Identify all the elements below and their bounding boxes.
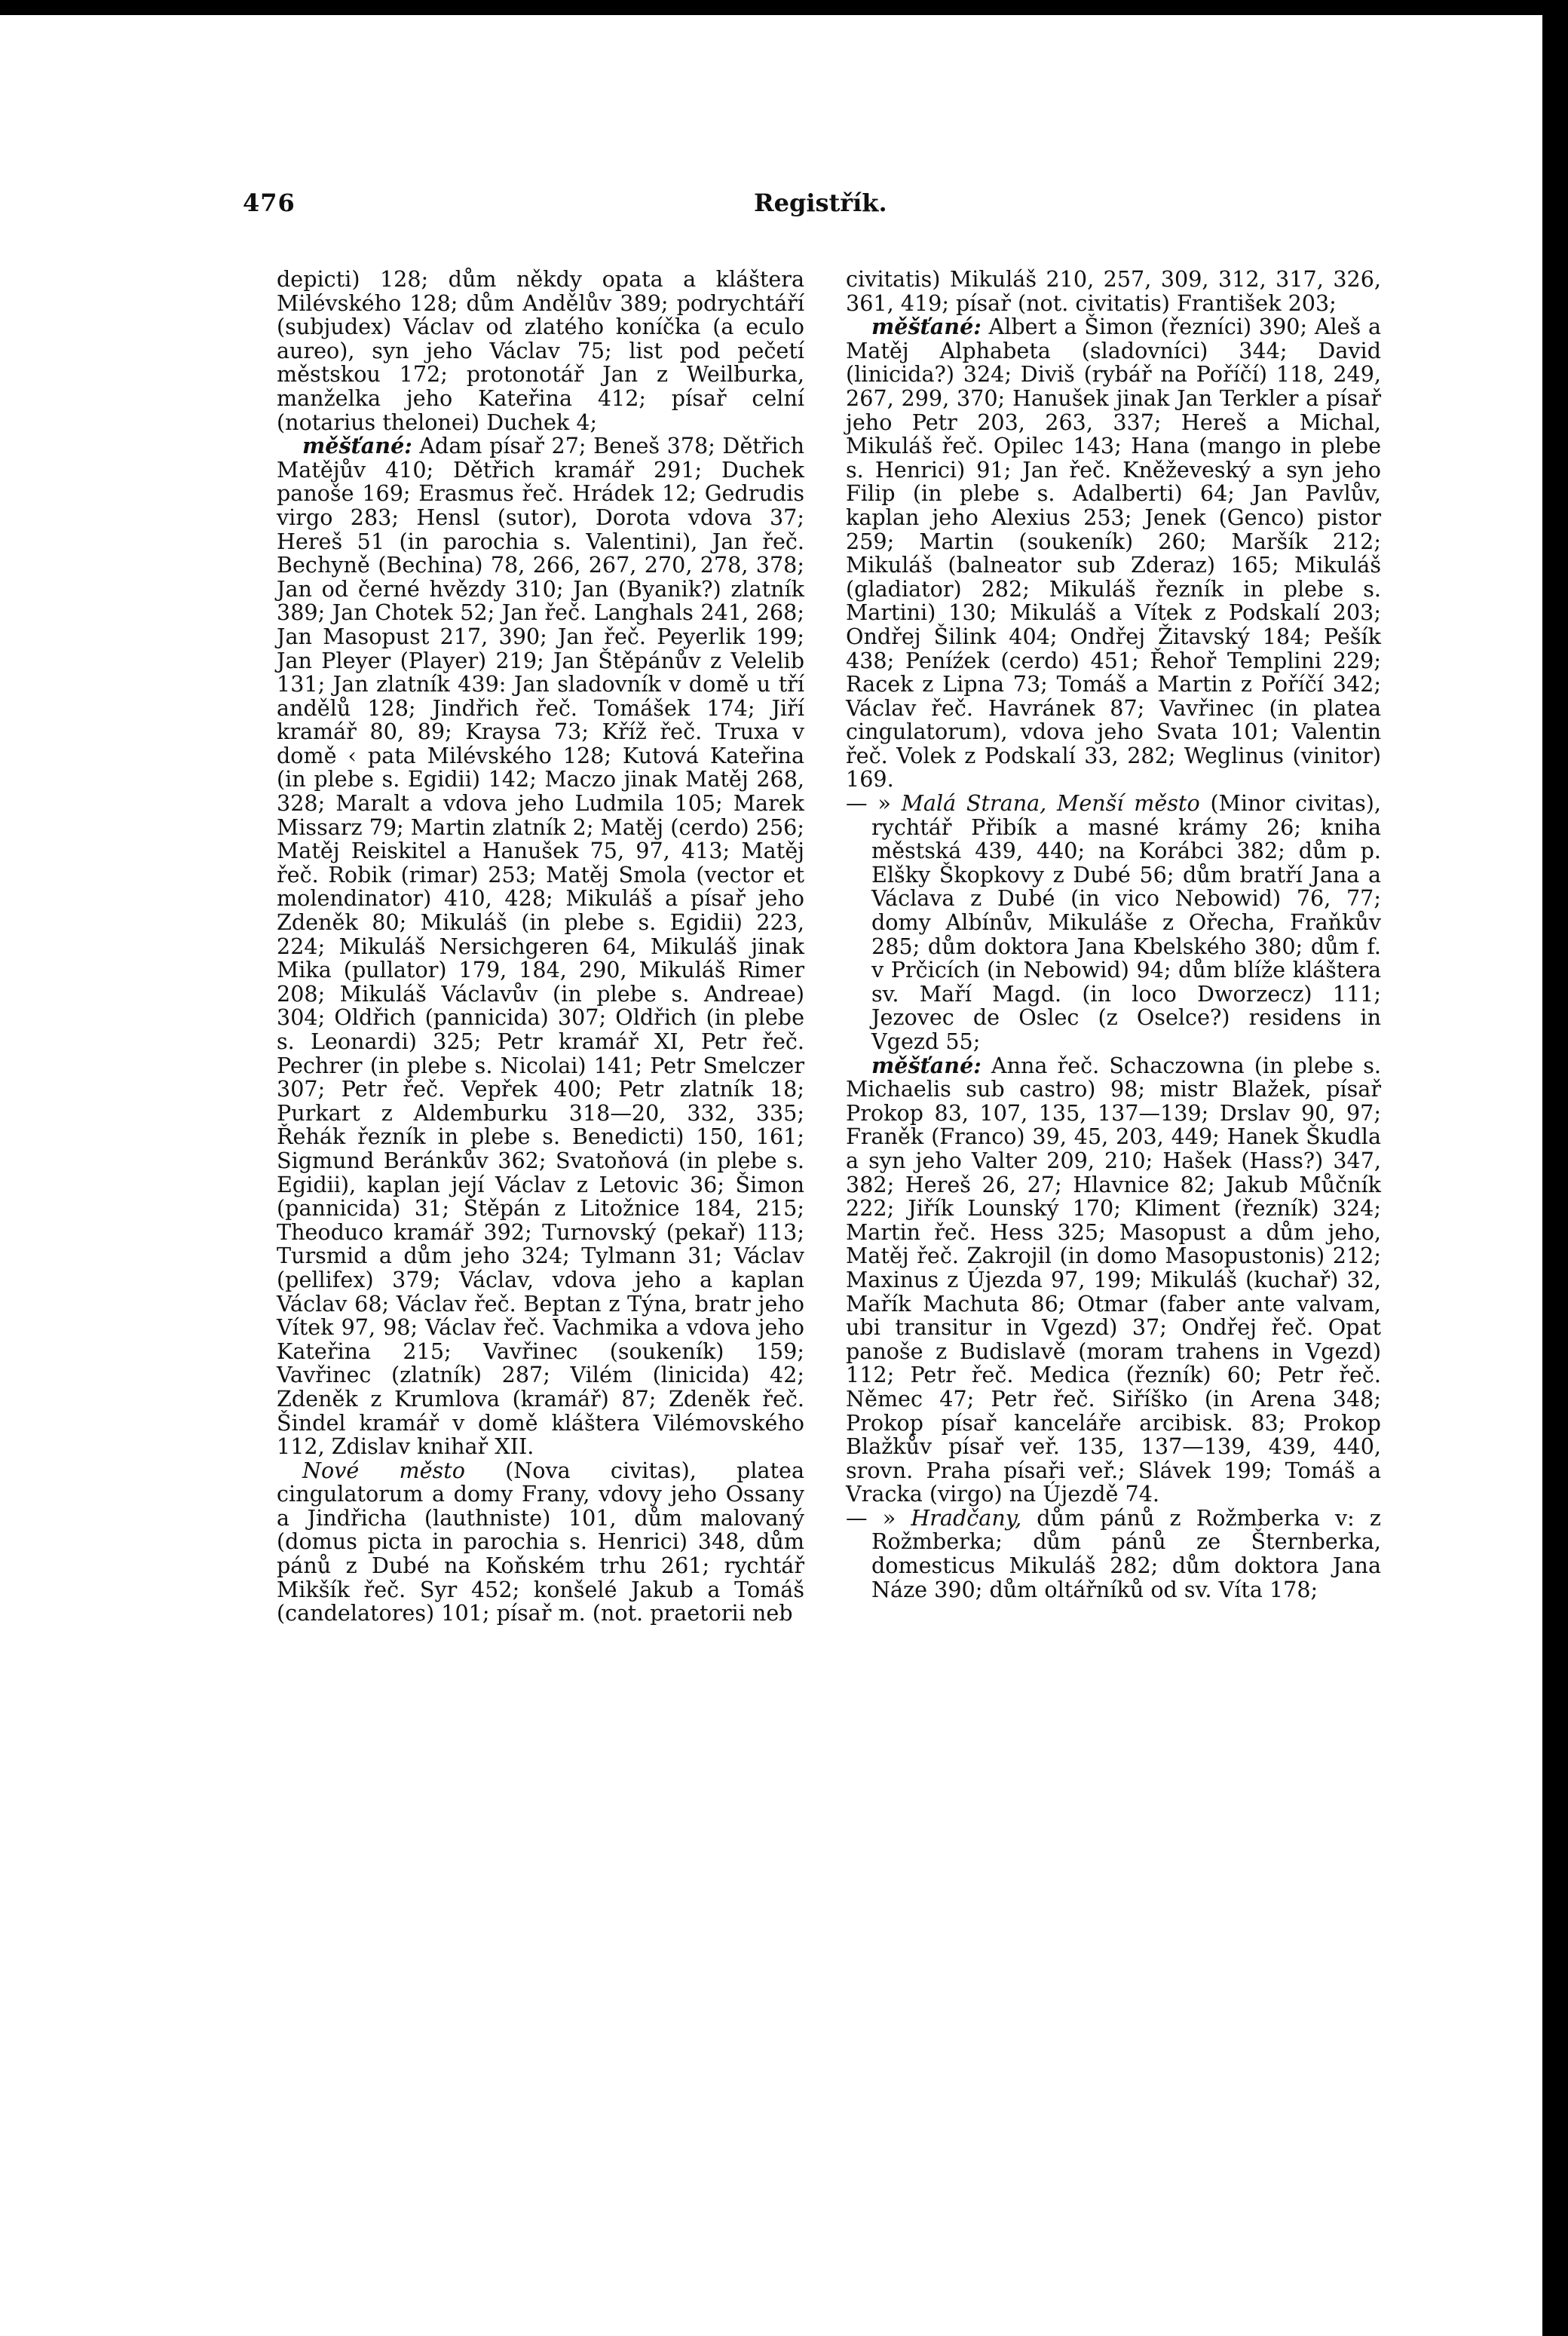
entry-prefix: — » bbox=[846, 1504, 896, 1531]
paragraph-text: Albert a Šimon (řezníci) 390; Aleš a Matěj Alphabeta (sladovníci) 344; David (linicida?) 324; Diviš (rybář na Poříčí) 118, 249, 267, 299, 370; Hanušek jinak Jan Terkler a písař jeho Petr 203, 263, 337; Hereš a Michal, Mikuláš řeč. Opilec 143; Hana (mango in plebe s. Henrici) 91; Jan řeč. Kněževeský a syn jeho Filip (in plebe s. Adalberti) 64; Jan Pavlův, kaplan jeho Alexius 253; Jenek (Genco) pistor 259; Martin (soukeník) 260; Maršík 212; Mikuláš (balneator sub Zderaz) 165; Mikuláš (gladiator) 282; Mikuláš řezník in plebe s. Martini) 130; Mikuláš a Vítek z Podskalí 203; Ondřej Šilink 404; Ondřej Žitavský 184; Pešík 438; Peníźek (cerdo) 451; Řehoř Templini 229; Racek z Lipna 73; Tomáš a Martin z Poříčí 342; Václav řeč. Havránek 87; Vavřinec (in platea cingulatorum), vdova jeho Svata 101; Valentin řeč. Volek z Podskalí 33, 282; Weglinus (vinitor) 169. bbox=[846, 314, 1381, 792]
paragraph-text: civitatis) Mikuláš 210, 257, 309, 312, 317, 326, 361, 419; písař (not. civitatis) František 203; bbox=[846, 266, 1381, 316]
paragraph-label: Hradčany, bbox=[911, 1504, 1022, 1531]
paragraph-label: Malá Strana, Menší město bbox=[901, 790, 1200, 817]
paragraph-text: (Minor civitas), rychtář Přibík a masné krámy 26; kniha městská 439, 440; na Korábci 382; dům p. Elšky Škopkovy z Dubé 56; dům bratří Jana a Václava z Dubé (in vico Nebowid) 76, 77; domy Albínův, Mikuláše z Ořecha, Fraňkův 285; dům doktora Jana Kbelského 380; dům f. v Prčicích (in Nebowid) 94; dům blíže kláštera sv. Maří Magd. (in loco Dworzecz) 111; Jezovec de Oslec (z Oselce?) residens in Vgezd 55; bbox=[871, 790, 1381, 1054]
right-paragraph-1 bbox=[846, 268, 1381, 315]
paragraph-label: měšťané: bbox=[871, 1052, 982, 1078]
right-paragraph-5 bbox=[846, 1504, 1381, 1602]
scan-edge-right bbox=[1542, 0, 1568, 2336]
running-head: Registřík. bbox=[754, 189, 887, 217]
paragraph-text: Adam písař 27; Beneš 378; Dětřich Matějův 410; Dětřich kramář 291; Duchek panoše 169; Erasmus řeč. Hrádek 12; Gedrudis virgo 283; Hensl (sutor), Dorota vdova 37; Hereš 51 (in parochia s. Valentini), Jan řeč. Bechyně (Bechina) 78, 266, 267, 270, 278, 378; Jan od černé hvězdy 310; Jan (Byanik?) zlatník 389; Jan Chotek 52; Jan řeč. Langhals 241, 268; Jan Masopust 217, 390; Jan řeč. Peyerlik 199; Jan Pleyer (Player) 219; Jan Štěpánův z Velelib 131; Jan zlatník 439: Jan sladovník v domě u tří andělů 128; Jindřich řeč. Tomášek 174; Jiří kramář 80, 89; Kraysa 73; Kříž řeč. Truxa v domě ‹ pata Milévského 128; Kutová Kateřina (in plebe s. Egidii) 142; Maczo jinak Matěj 268, 328; Maralt a vdova jeho Ludmila 105; Marek Missarz 79; Martin zlatník 2; Matěj (cerdo) 256; Matěj Reiskitel a Hanušek 75, 97, 413; Matěj řeč. Robik (rimar) 253; Matěj Smola (vector et molendinator) 410, 428; Mikuláš a písař jeho Zdeněk 80; Mikuláš (in plebe s. Egidii) 223, 224; Mikuláš Nersichgeren 64, Mikuláš jinak Mika (pullator) 179, 184, 290, Mikuláš Rimer 208; Mikuláš Václavův (in plebe s. Andreae) 304; Oldřich (pannicida) 307; Oldřich (in plebe s. Leonardi) 325; Petr kramář XI, Petr řeč. Pechrer (in plebe s. Nicolai) 141; Petr Smelczer 307; Petr řeč. Vepřek 400; Petr zlatník 18; Purkart z Aldemburku 318—20, 332, 335; Řehák řezník in plebe s. Benedicti) 150, 161; Sigmund Beránkův 362; Svatoňová (in plebe s. Egidii), kaplan její Václav z Letovic 36; Šimon (pannicida) 31; Štěpán z Litožnice 184, 215; Theoduco kramář 392; Turnovský (pekař) 113; Tursmid a dům jeho 324; Tylmann 31; Václav (pellifex) 379; Václav, vdova jeho a kaplan Václav 68; Václav řeč. Beptan z Týna, bratr jeho Vítek 97, 98; Václav řeč. Vachmika a vdova jeho Kateřina 215; Vavřinec (soukeník) 159; Vavřinec (zlatník) 287; Vilém (linicida) 42; Zdeněk z Krumlova (kramář) 87; Zdeněk řeč. Šindel kramář v domě kláštera Vilémovského 112, Zdislav knihař XII. bbox=[277, 433, 804, 1460]
scan-edge-top bbox=[0, 0, 1568, 15]
paragraph-text: Anna řeč. Schaczowna (in plebe s. Michaelis sub castro) 98; mistr Blažek, písař Prokop 83, 107, 135, 137—139; Drslav 90, 97; Franěk (Franco) 39, 45, 203, 449; Hanek Škudla a syn jeho Valter 209, 210; Hašek (Hass?) 347, 382; Hereš 26, 27; Hlavnice 82; Jakub Můčník 222; Jiřík Lounský 170; Kliment (řezník) 324; Martin řeč. Hess 325; Masopust a dům jeho, Matěj řeč. Zakrojil (in domo Masopustonis) 212; Maxinus z Újezda 97, 199; Mikuláš (kuchař) 32, Mařík Machuta 86; Otmar (faber ante valvam, ubi transitur in Vgezd) 37; Ondřej řeč. Opat panoše z Budislavě (moram trahens in Vgezd) 112; Petr řeč. Medica (řezník) 60; Petr řeč. Němec 47; Petr řeč. Siříško (in Arena 348; Prokop písař kanceláře arcibisk. 83; Prokop Blažkův písař veř. 135, 137—139, 439, 440, srovn. Praha písaři veř.; Slávek 199; Tomáš a Vracka (virgo) na Újezdě 74. bbox=[846, 1052, 1381, 1507]
paragraph-label: měšťané: bbox=[871, 314, 982, 340]
right-paragraph-3 bbox=[846, 792, 1381, 1054]
paragraph-label: měšťané: bbox=[302, 433, 412, 459]
paragraph-text: dům pánů z Rožmberka v: z Rožmberka; dům pánů ze Šternberka, domesticus Mikuláš 282; dům doktora Jana Náze 390; dům oltářníků od sv. Víta 178; bbox=[871, 1504, 1381, 1602]
paragraph-text: depicti) 128; dům někdy opata a kláštera Milévského 128; dům Andělův 389; podrychtáří (subjudex) Václav od zlatého koníčka (a eculo aureo), syn jeho Václav 75; list pod pečetí městskou 172; protonotář Jan z Weilburka, manželka jeho Kateřina 412; písař celní (notarius thelonei) Duchek 4; bbox=[277, 266, 804, 435]
right-paragraph-4 bbox=[846, 1054, 1381, 1507]
paragraph-text: (Nova civitas), platea cingulatorum a domy Frany, vdovy jeho Ossany a Jindřicha (lauthniste) 101, dům malovaný (domus picta in parochia s. Henrici) 348, dům pánů z Dubé na Koňském trhu 261; rychtář Mikšík řeč. Syr 452; konšelé Jakub a Tomáš (candelatores) 101; písař m. (not. praetorii neb bbox=[277, 1457, 804, 1626]
paragraph-label: Nové město bbox=[302, 1457, 465, 1483]
page-header bbox=[0, 189, 1568, 234]
left-paragraph-1 bbox=[277, 268, 804, 434]
entry-prefix: — » bbox=[846, 790, 891, 817]
left-column bbox=[277, 268, 804, 1626]
right-paragraph-2 bbox=[846, 315, 1381, 792]
page-number: 476 bbox=[243, 189, 296, 217]
left-paragraph-3 bbox=[277, 1459, 804, 1626]
left-paragraph-2 bbox=[277, 434, 804, 1459]
right-column bbox=[846, 268, 1381, 1602]
